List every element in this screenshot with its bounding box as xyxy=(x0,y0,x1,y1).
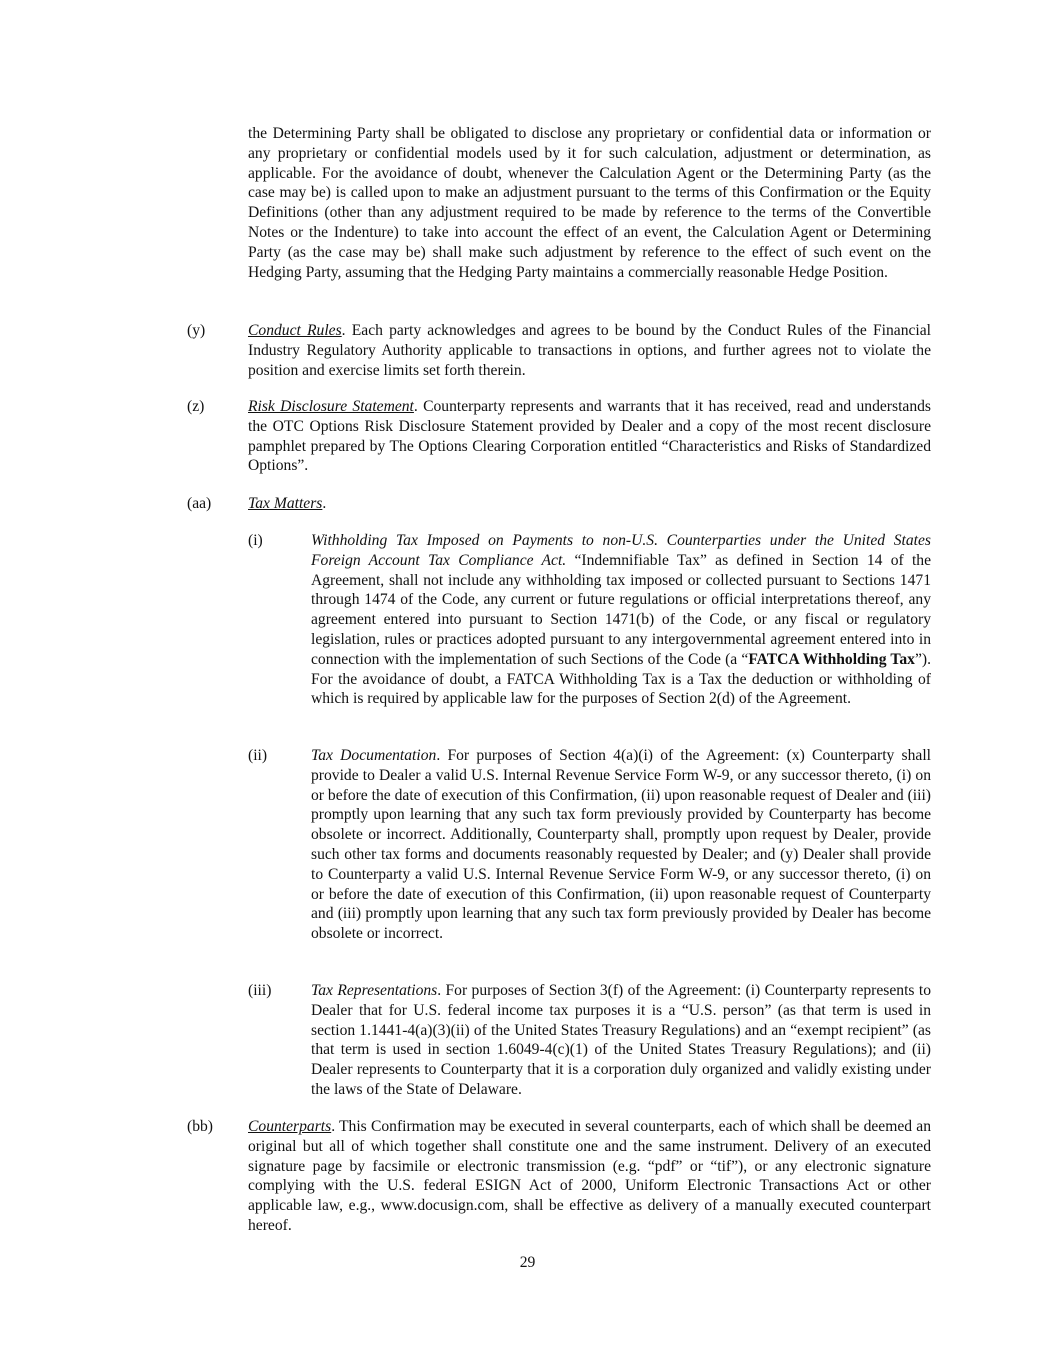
section-y-heading: Conduct Rules xyxy=(248,322,342,339)
item-i-defined-term: FATCA Withholding Tax xyxy=(748,650,915,668)
section-bb-heading: Counterparts xyxy=(248,1118,332,1135)
item-i-label: (i) xyxy=(248,532,263,549)
section-aa-heading-period: . xyxy=(322,495,327,512)
section-z-body: . Counterparty represents and warrants that it has received, read and understands the OTC Options Risk Disclosure Statement provided by Dealer and a copy of the most recent disclosure pamphlet prepared by The Options Clearing Corporation entitled “Characteristics and Risks of Standardized Options”. xyxy=(248,398,931,475)
item-i-heading: Withholding Tax Imposed on Payments to non-U.S. Counterparties under the United States Foreign Account Tax Compliance Act. xyxy=(311,532,931,569)
intro-paragraph: the Determining Party shall be obligated to disclose any proprietary or confidential data or information or any proprietary or confidential models used by it for such calculation, adjustment or determination, as applicable. For the avoidance of doubt, whenever the Calculation Agent or the Determining Party (as the case may be) is called upon to make an adjustment pursuant to the terms of this Confirmation or the Equity Definitions (other than any adjustment required to be made by reference to the terms of the Convertible Notes or the Indenture) to take into account the effect of an event, the Calculation Agent or Determining Party (as the case may be) shall make such adjustment by reference to the effect of such event on the Hedging Party, assuming that the Hedging Party maintains a commercially reasonable Hedge Position. xyxy=(248,125,931,281)
section-bb-body: . This Confirmation may be executed in several counterparts, each of which shall be deemed an original but all of which together shall constitute one and the same instrument. Delivery of an executed signature page by facsimile or electronic transmission (e.g. “pdf” or “tif”), or any electronic signature complying with the U.S. federal ESIGN Act of 2000, Uniform Electronic Transactions Act or other applicable law, e.g., www.docusign.com, shall be effective as delivery of a manually executed counterpart hereof. xyxy=(248,1118,931,1234)
page-number: 29 xyxy=(519,1254,536,1271)
section-aa-label: (aa) xyxy=(187,495,212,512)
item-iii-heading: Tax Representations xyxy=(311,982,438,999)
item-iii-label: (iii) xyxy=(248,982,272,999)
section-y-label: (y) xyxy=(187,322,206,339)
section-aa-heading-line xyxy=(248,494,931,514)
section-z-label: (z) xyxy=(187,398,205,415)
section-y-paragraph xyxy=(248,321,931,380)
section-z-heading: Risk Disclosure Statement xyxy=(248,398,414,415)
item-ii-body: . For purposes of Section 4(a)(i) of the Agreement: (x) Counterparty shall provide to Dealer a valid U.S. Internal Revenue Service Form W-9, or any successor thereto, (i) on or before the date of execution of this Confirmation, (ii) upon reasonable request of Dealer and (iii) promptly upon learning that any such tax form previously provided by Counterparty has become obsolete or incorrect. Additionally, Counterparty shall, promptly upon request by Dealer, provide such other tax forms and documents reasonably requested by Dealer; and (y) Dealer shall provide to Counterparty a valid U.S. Internal Revenue Service Form W-9, or any successor thereto, (i) on or before the date of execution of this Confirmation, (ii) upon reasonable request of Counterparty and (iii) promptly upon learning that any such tax form previously provided by Dealer has become obsolete or incorrect. xyxy=(311,747,931,943)
item-ii-paragraph xyxy=(311,746,931,944)
section-bb-paragraph xyxy=(248,1117,931,1236)
section-y-body: . Each party acknowledges and agrees to be bound by the Conduct Rules of the Financial Industry Regulatory Authority applicable to transactions in options, and further agrees not to violate the position and exercise limits set forth therein. xyxy=(248,322,932,379)
item-i-paragraph xyxy=(311,531,931,709)
item-iii-paragraph xyxy=(311,981,931,1100)
section-z-paragraph xyxy=(248,397,931,476)
section-bb-label: (bb) xyxy=(187,1118,213,1135)
item-iii-body: . For purposes of Section 3(f) of the Agreement: (i) Counterparty represents to Dealer that for U.S. federal income tax purposes it is a “U.S. person” (as that term is used in section 1.1441-4(a)(3)(ii) of the United States Treasury Regulations) and an “exempt recipient” (as that term is used in section 1.6049-4(c)(1) of the United States Treasury Regulations); and (ii) Dealer represents to Counterparty that it is a corporation duly organized and validly existing under the laws of the State of Delaware. xyxy=(311,982,931,1098)
item-i-body-before: “Indemnifiable Tax” as defined in Section 14 of the Agreement, shall not include any withholding tax imposed or collected pursuant to Sections 1471 through 1474 of the Code, any current or future regulations or official interpretations thereof, any agreement entered into pursuant to Section 1471(b) of the Code, or any fiscal or regulatory legislation, rules or practices adopted pursuant to any intergovernmental agreement entered into in connection with the implementation of such Sections of the Code (a “ xyxy=(311,551,931,668)
item-i-body-after: ”). For the avoidance of doubt, a FATCA Withholding Tax is a Tax the deduction or withholding of which is required by applicable law for the purposes of Section 2(d) of the Agreement. xyxy=(311,650,931,708)
section-aa-heading: Tax Matters xyxy=(248,495,323,512)
item-ii-label: (ii) xyxy=(248,747,268,764)
item-ii-heading: Tax Documentation xyxy=(311,747,437,764)
